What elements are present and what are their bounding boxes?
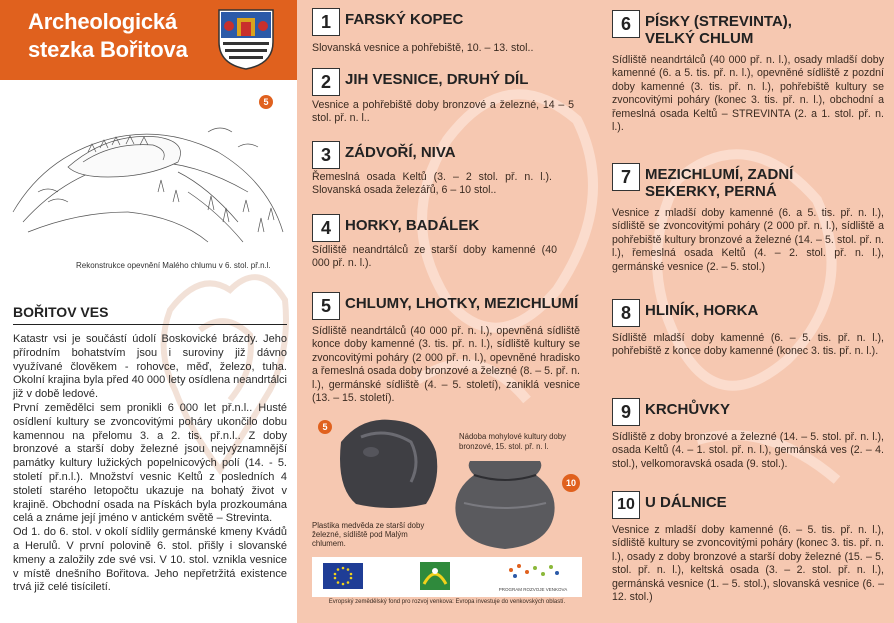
- prv-label: PROGRAM ROZVOJE VENKOVA: [498, 587, 568, 592]
- site-number: 4: [312, 214, 340, 242]
- site-text: Řemeslná osada Keltů (3. – 2 stol. př. n. l.). Slovanská osada železářů, 6 – 10 stol..: [312, 171, 552, 197]
- site-heading: JIH VESNICE, DRUHÝ DÍL: [345, 71, 529, 88]
- site-heading: FARSKÝ KOPEC: [345, 11, 464, 28]
- left-panel: [0, 0, 297, 623]
- intro-text: [13, 333, 287, 595]
- vessel-photo: [450, 453, 560, 553]
- eu-flag-icon: [323, 563, 363, 589]
- site-heading: ZÁDVOŘÍ, NIVA: [345, 144, 456, 161]
- prv-logo-icon: [497, 560, 569, 584]
- intro-paragraph: První zemědělci sem pronikli 6 000 let př.n.l.. Husté osídlení kultury se zvoncovitými poháry ukončilo dobu kamennou na přelomu 3. a 2. tis. př.n.l.. Z doby bronzové a starší doby železné jsou nejvýznamnější památky kultury lužických popelnicových polí (14. - 5. století př.n.l.). Množství vesnic Keltů z posledních 4 století starého letopočtu ukazuje na bohatý život v krajině. Obchodní osada na Pískách byla prozkoumána celá a známe její jméno v antickém světě – Strevinta.: [13, 401, 287, 525]
- site-heading: KRCHŮVKY: [645, 401, 731, 418]
- vessel-caption: Nádoba mohylové kultury doby bronzové, 15. stol. př. n. l.: [459, 432, 567, 451]
- fortification-illustration: [8, 92, 288, 262]
- site-heading: HORKY, BADÁLEK: [345, 217, 480, 234]
- site-text: Sídliště neandrtálců (40 000 př. n. l.), osady mladší doby kamenné (6. a 5. tis. př. n. l.), opevněné sídliště z pozdní doby kamenné (3. tis. př. n. l.), pohřebiště kultury se zvoncovitými poháry (konec 3. tis. př. n. l.), obchodní a řemeslná osada Keltů – STREVINTA (2. a 1. stol. př. n. l.).: [612, 54, 884, 134]
- site-text: Sídliště neandrtálců ze starší doby kamenné (40 000 př. n. l.).: [312, 244, 557, 270]
- eu-fund-caption: Evropský zemědělský fond pro rozvoj venkova: Evropa investuje do venkovských oblastí.: [328, 599, 566, 605]
- site-heading: MEZICHLUMÍ, ZADNÍ SEKERKY, PERNÁ: [645, 166, 794, 200]
- site-number: 2: [312, 68, 340, 96]
- prv-logo: [497, 560, 569, 592]
- site-number: 9: [612, 398, 640, 426]
- site-text: Slovanská vesnice a pohřebiště, 10. – 13. stol..: [312, 42, 534, 54]
- illustration-caption: Rekonstrukce opevnění Malého chlumu v 6. stol. př.n.l.: [76, 261, 271, 270]
- bear-badge: 5: [318, 420, 332, 434]
- site-heading: CHLUMY, LHOTKY, MEZICHLUMÍ: [345, 295, 579, 312]
- site-text: Sídliště mladší doby kamenné (6. – 5. tis. př. n. l.), pohřebiště z konce doby kamenné (konec 3. tis. př. n. l.).: [612, 332, 884, 358]
- site-heading: U DÁLNICE: [645, 494, 727, 511]
- vessel-badge: 10: [562, 474, 580, 492]
- site-number: 6: [612, 10, 640, 38]
- coat-of-arms-icon: [217, 8, 275, 70]
- leader-logo-icon: [420, 562, 450, 590]
- illustration-badge: 5: [259, 95, 273, 109]
- intro-paragraph: Katastr vsi je součástí údolí Boskovické brázdy. Jeho přírodním bohatstvím jsou i suroviny již dávno využívané člověkem - rohovce, měď, železo, tuha. Okolní krajina byla před 40 000 lety osídlena neandrtálci již v době ledové.: [13, 333, 287, 401]
- intro-paragraph: Od 1. do 6. stol. v okolí sídlily germánské kmeny Kvádů a Herulů. V první polovině 6. stol. přišly i slovanské kmeny a založily zde své vsi. V 10. stol. vznikla vesnice v místě dnešního Bořitova. Jeho nepřetržitá existence trvá již celé tisíciletí.: [13, 526, 287, 594]
- site-text: Vesnice z mladší doby kamenné (6. – 5. tis. př. n. l.), sídliště kultury se zvoncovitými poháry (konec 3. tis. př. n. l.), osady z doby bronzové a starší doby železné (15. – 5. stol. př. n. l.), keltská osada (3. – 2. stol. př. n. l.), germánská vesnice (1. – 5. stol.), slovanská vesnice (6. – 12. stol.): [612, 524, 884, 604]
- site-number: 3: [312, 141, 340, 169]
- site-heading: HLINÍK, HORKA: [645, 302, 759, 319]
- site-number: 5: [312, 292, 340, 320]
- site-number: 8: [612, 299, 640, 327]
- title-line-1: Archeologická: [28, 9, 178, 34]
- bear-figurine-photo: [331, 412, 443, 512]
- site-text: Vesnice a pohřebiště doby bronzové a železné, 14 – 5 stol. př. n. l..: [312, 99, 574, 125]
- site-number: 1: [312, 8, 340, 36]
- page-title: [28, 8, 188, 64]
- title-line-2: stezka Bořitova: [28, 37, 188, 62]
- site-number: 7: [612, 163, 640, 191]
- site-text: Sídliště z doby bronzové a železné (14. – 5. stol. př. n. l.), osada Keltů (4. – 1. stol. př. n. l.), germánská ves (2. – 4. stol.), velkomoravská osada (9. stol.).: [612, 431, 884, 470]
- heading-divider: [13, 324, 287, 325]
- intro-heading: BOŘITOV VES: [13, 304, 109, 320]
- site-text: Sídliště neandrtálců (40 000 př. n. l.), opevněná sídliště konce doby kamenné (3. tis. př. n. l.), sídliště kultury se zvoncovitými poháry (2 000 př. n. l.), opevněné hradisko a řemeslná osada doby bronzové a železné (8. – 5. př. n. l.), germánské sídliště (4. – 5. století), zaniklá vesnice (13. – 15. století).: [312, 325, 580, 405]
- site-text: Vesnice z mladší doby kamenné (6. a 5. tis. př. n. l.), sídliště se zvoncovitými poháry (2 000 př. n. l.), sídliště a pohřebiště kultury bronzové a železné (14. – 5. stol. př. n. l.), řemeslná osada Keltů (4. – 2. stol. př. n. l.), germánské vesnice (2. – 5. stol.): [612, 207, 884, 273]
- bear-caption: Plastika medvěda ze starší doby železné, sídliště pod Malým chlumem.: [312, 521, 425, 548]
- site-number: 10: [612, 491, 640, 519]
- funding-logos: [312, 557, 582, 597]
- site-heading: PÍSKY (STREVINTA), VELKÝ CHLUM: [645, 13, 792, 47]
